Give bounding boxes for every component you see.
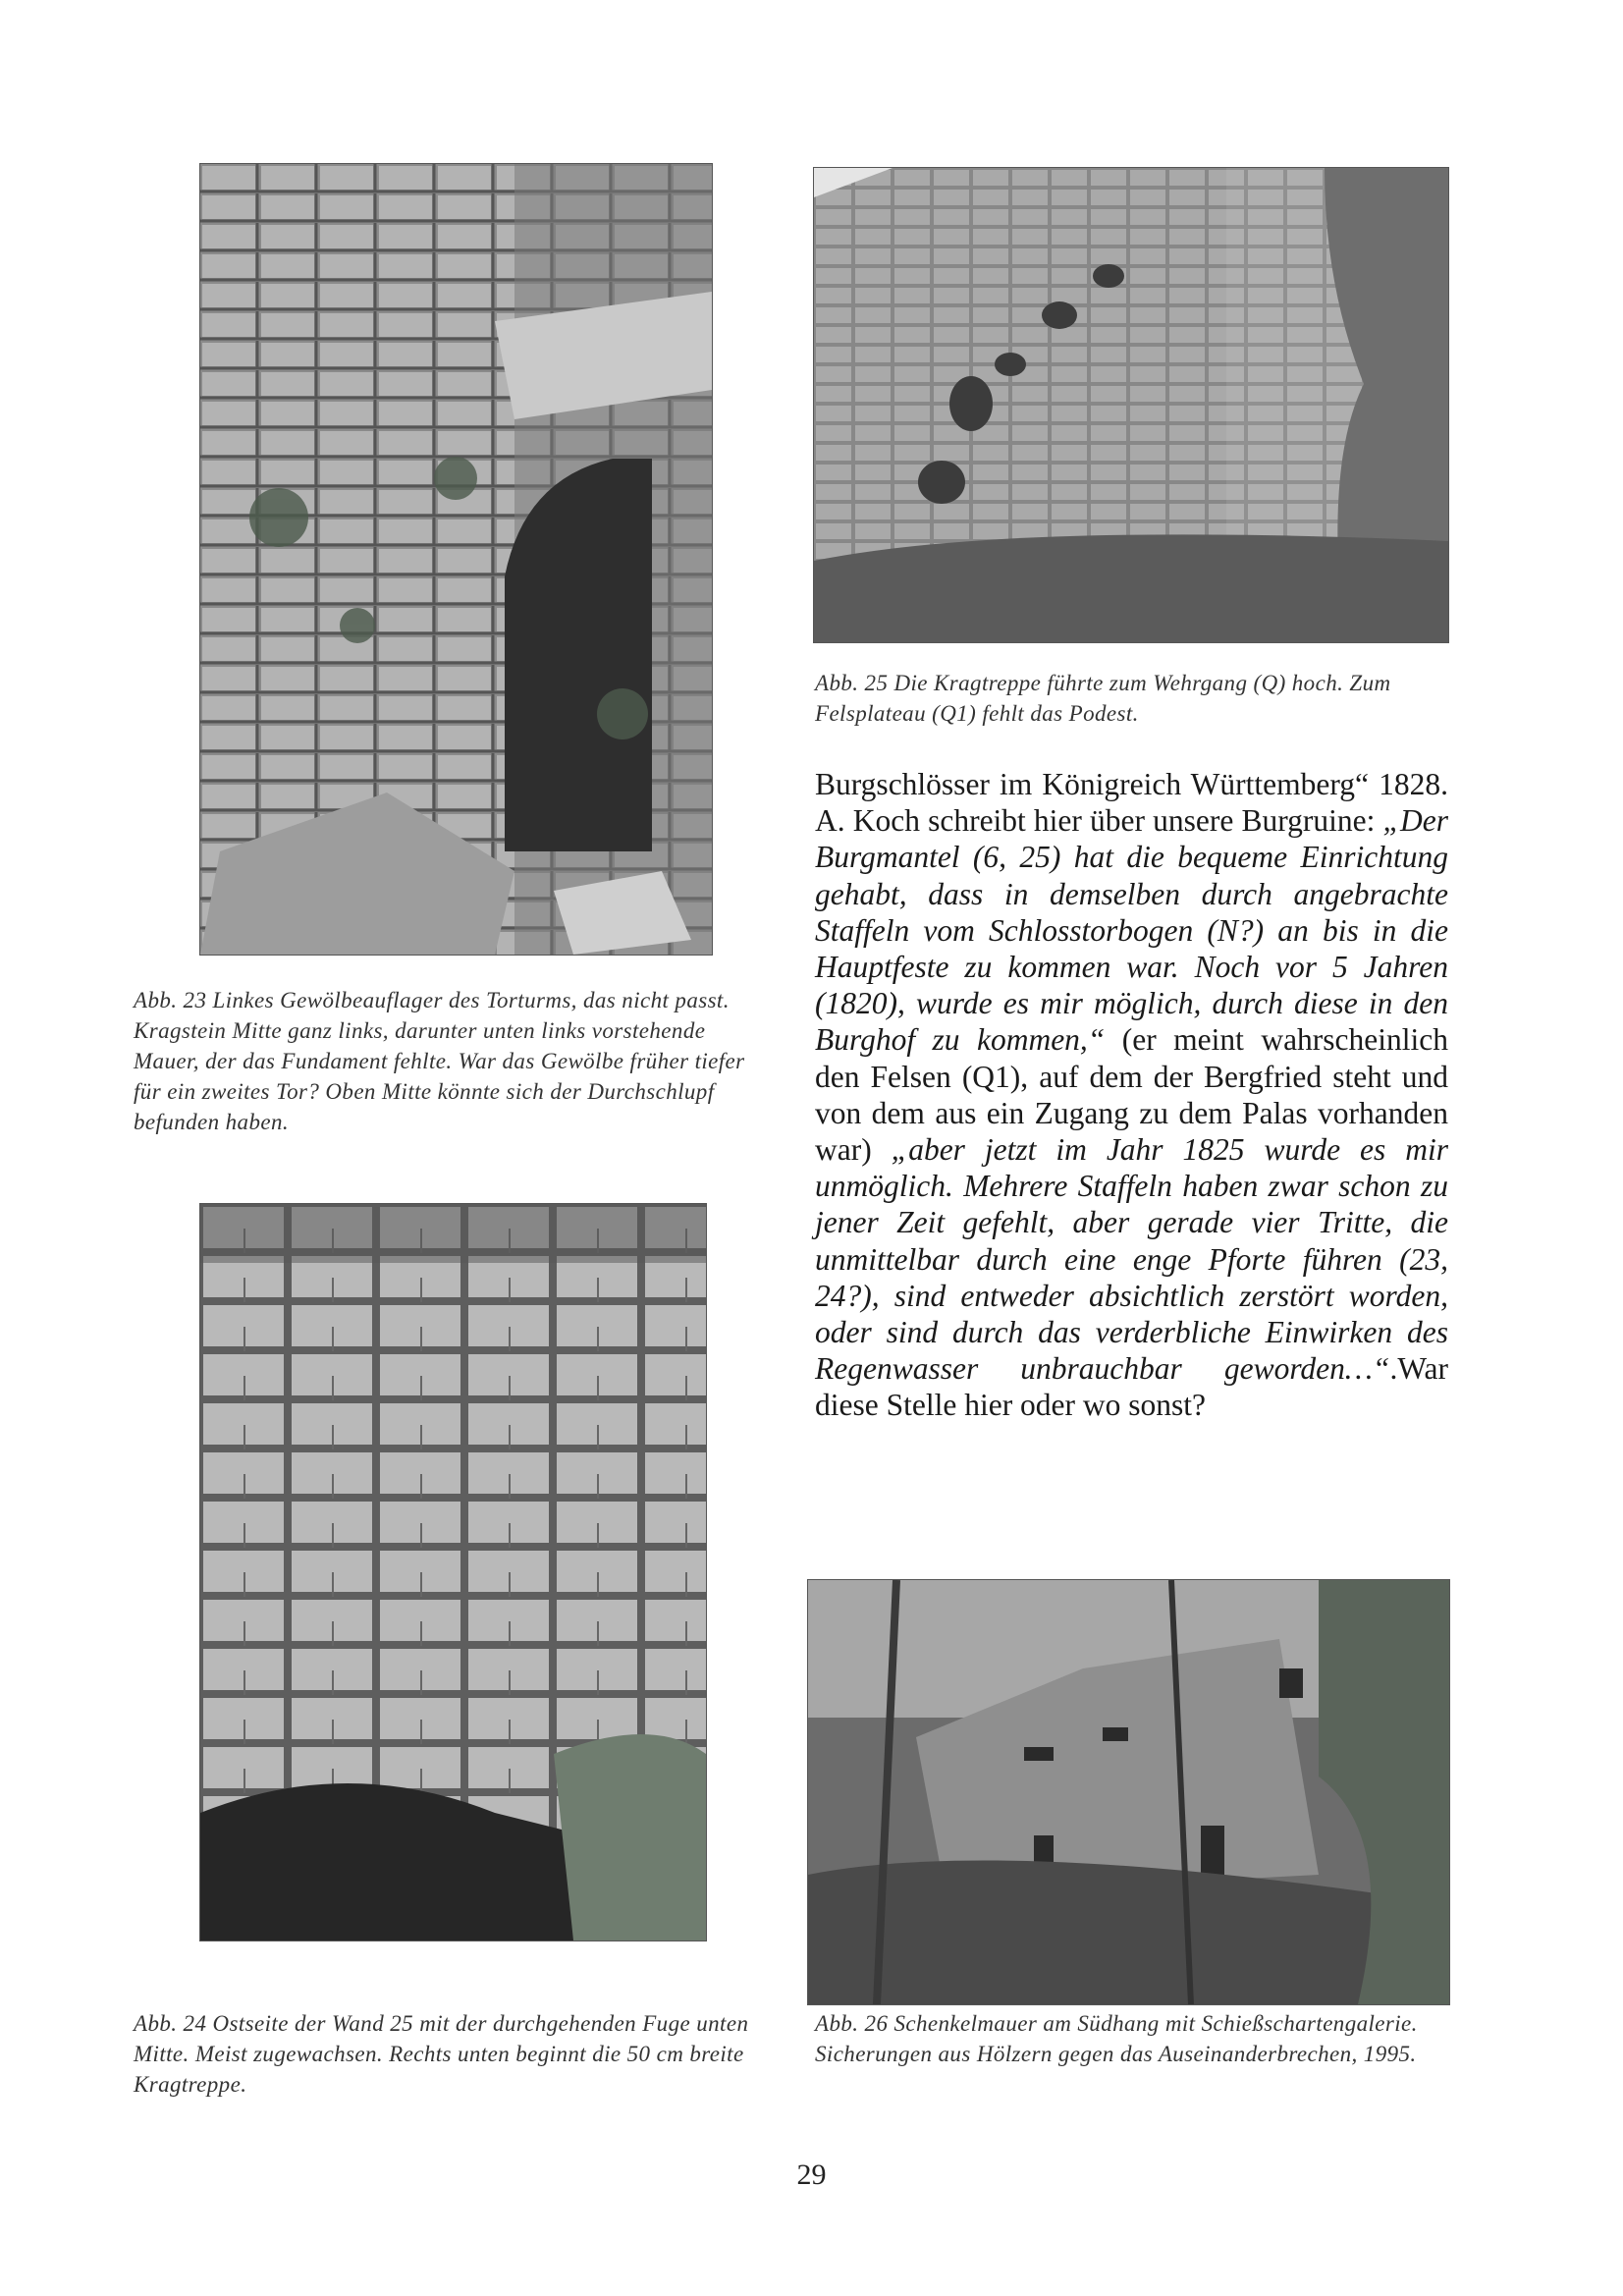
photo-abb-26 bbox=[807, 1579, 1450, 2005]
body-intro: Burgschlösser im Königreich Württemberg“ 1828. A. Koch schreibt hier über unsere Burgruine: bbox=[815, 767, 1448, 839]
body-aside: (er meint wahrscheinlich den Felsen (Q1), auf dem der Bergfried steht und von dem aus ein Zugang zu dem Palas vorhanden war) bbox=[815, 1022, 1449, 1168]
photo-abb-23-graphic bbox=[200, 164, 712, 955]
body-ending: .War diese Stelle hier oder wo sonst? bbox=[815, 1351, 1448, 1423]
caption-abb-26: Abb. 26 Schenkelmauer am Südhang mit Schießschartengalerie. Sicherungen aus Hölzern gegen das Auseinanderbrechen, 1995. bbox=[815, 2011, 1418, 2066]
photo-abb-26-graphic bbox=[808, 1580, 1449, 2004]
body-paragraph bbox=[815, 766, 1448, 1424]
body-text bbox=[815, 766, 1448, 1424]
photo-abb-25-graphic bbox=[814, 168, 1448, 642]
photo-abb-25 bbox=[813, 167, 1449, 643]
koch-quote-1: „Der Burgmantel (6, 25) hat die bequeme Einrichtung gehabt, dass in demselben durch angebrachte Staffeln vom Schlosstorbogen (N?) an bis in die Hauptfeste zu kommen war. Noch vor 5 Jahren (1820), wurde es mir möglich, durch diese in den Burghof zu kommen,“ bbox=[815, 803, 1448, 1058]
photo-abb-24-graphic bbox=[200, 1204, 706, 1941]
photo-abb-24 bbox=[199, 1203, 707, 1941]
photo-abb-23 bbox=[199, 163, 713, 956]
caption-abb-24: Abb. 24 Ostseite der Wand 25 mit der durchgehenden Fuge unten Mitte. Meist zugewachsen. Rechts unten beginnt die 50 cm breite Kragtreppe. bbox=[134, 2011, 749, 2097]
koch-quote-2: „aber jetzt im Jahr 1825 wurde es mir unmöglich. Mehrere Staffeln haben zwar schon zu jener Zeit gefehlt, aber gerade vier Tritte, die unmittelbar durch eine enge Pforte führen (23, 24?), sind entweder absichtlich zerstört worden, oder sind durch das verderbliche Einwirken des Regenwasser unbrauchbar geworden…“ bbox=[815, 1132, 1448, 1387]
page-number: 29 bbox=[796, 2159, 827, 2191]
caption-abb-23: Abb. 23 Linkes Gewölbeauflager des Torturms, das nicht passt. Kragstein Mitte ganz links, darunter unten links vorstehende Mauer, der das Fundament fehlte. War das Gewölbe früher tiefer für ein zweites Tor? Oben Mitte könnte sich der Durchschlupf befunden haben. bbox=[134, 988, 745, 1134]
caption-abb-25: Abb. 25 Die Kragtreppe führte zum Wehrgang (Q) hoch. Zum Felsplateau (Q1) fehlt das Podest. bbox=[815, 671, 1391, 726]
